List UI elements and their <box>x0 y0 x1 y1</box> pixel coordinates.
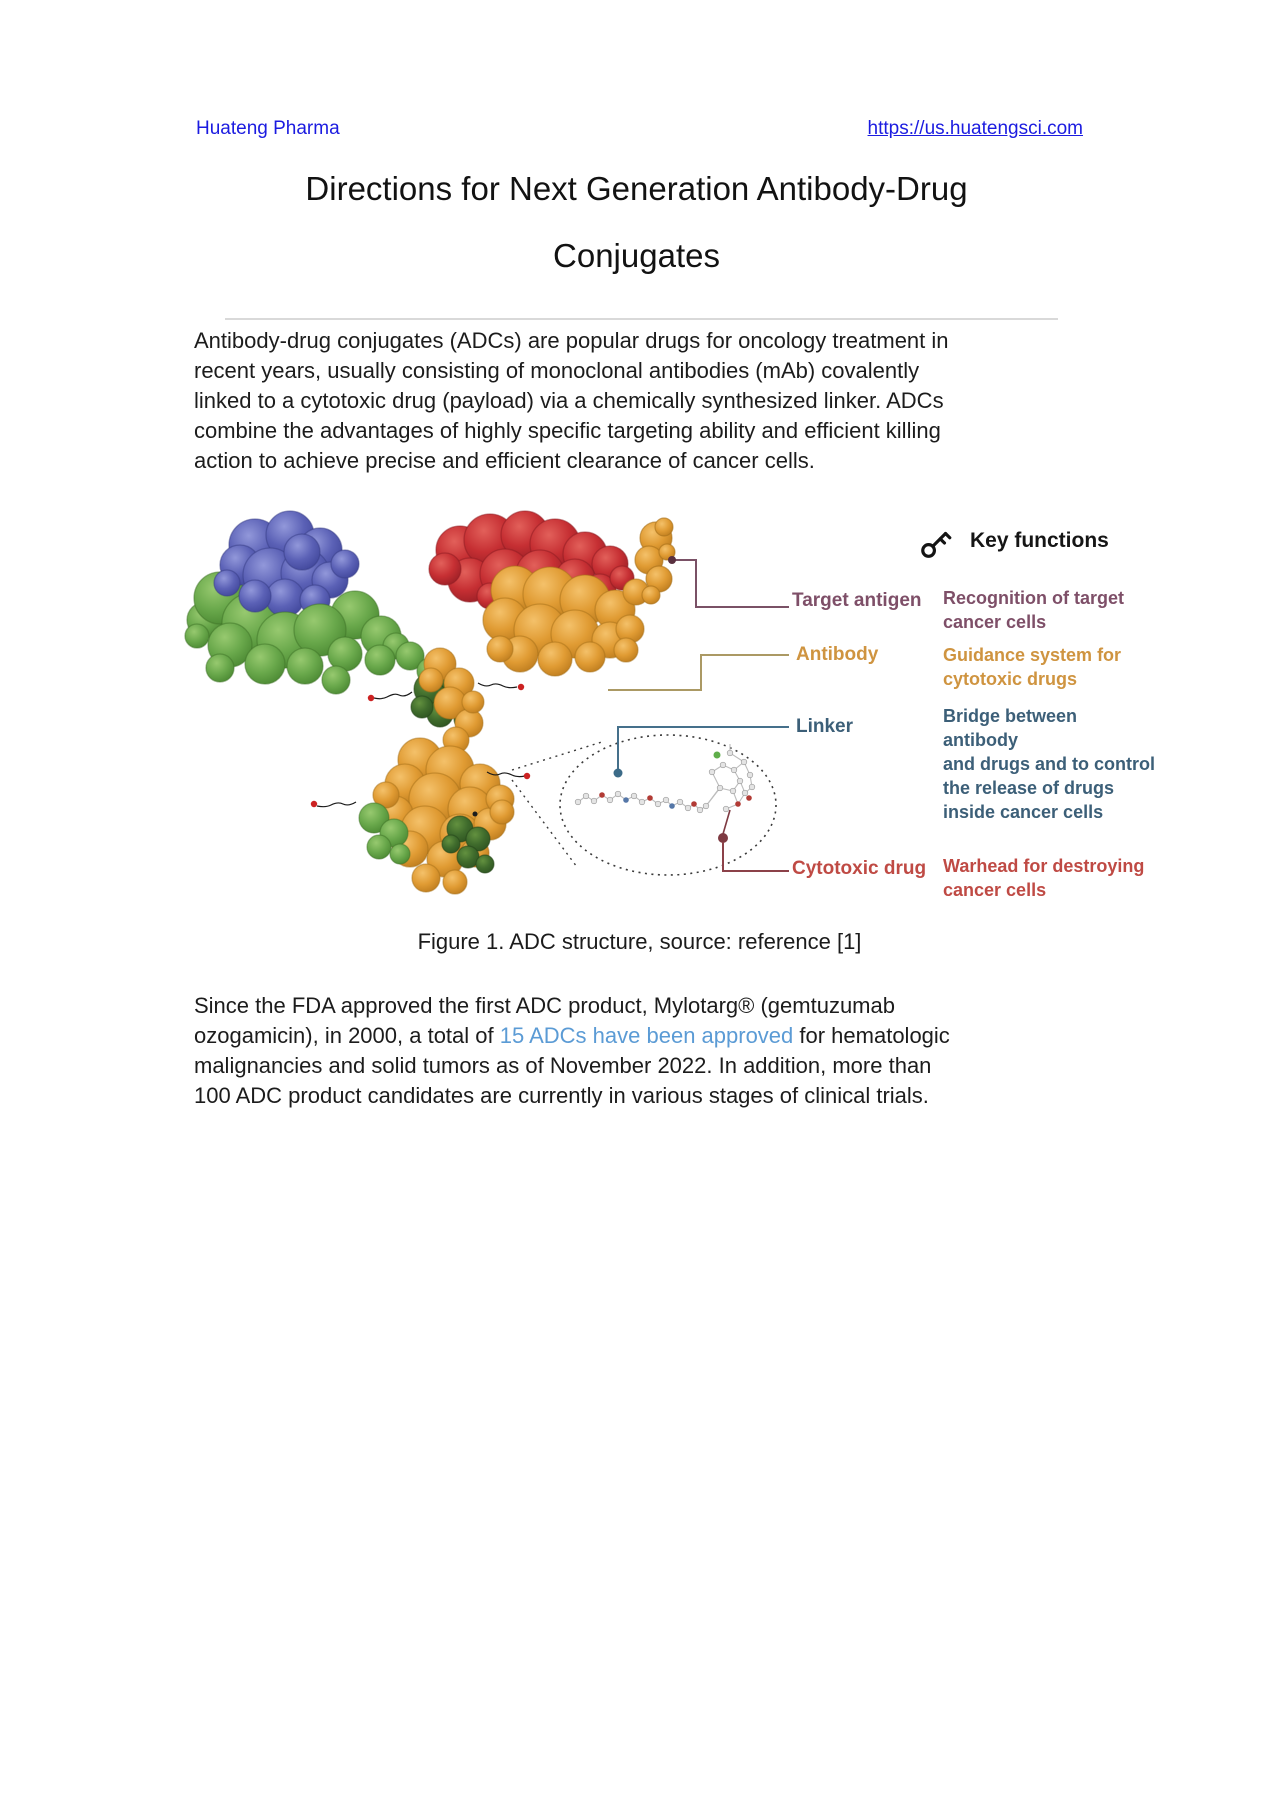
figure-caption: Figure 1. ADC structure, source: reference [1] <box>417 929 862 954</box>
adcs-approved-link[interactable]: 15 ADCs have been approved <box>499 1023 794 1048</box>
text-run: cancer cells <box>943 612 1047 632</box>
text-line <box>194 991 1094 1021</box>
title-divider <box>225 318 1058 320</box>
text-line <box>943 643 1155 667</box>
text-run: Warhead for destroying <box>943 856 1145 876</box>
text-run: Antibody-drug conjugates (ADCs) are popular drugs for oncology treatment in <box>194 328 949 353</box>
label-linker: Linker <box>796 716 854 737</box>
text-line <box>943 752 1155 776</box>
text-run: inside cancer cells <box>943 802 1104 822</box>
text-run: the release of drugs <box>943 778 1115 798</box>
function-warhead <box>943 854 1155 902</box>
page-title <box>90 155 1183 289</box>
page-header <box>196 118 1083 140</box>
text-line <box>943 800 1155 824</box>
adc-protein-illustration <box>185 511 675 894</box>
second-paragraph <box>194 991 1094 1111</box>
text-line <box>194 1081 1094 1111</box>
text-run: Guidance system for <box>943 645 1122 665</box>
text-run: Bridge between antibody <box>943 706 1078 750</box>
website-link[interactable]: https://us.huatengsci.com <box>867 118 1083 139</box>
function-bridge <box>943 704 1155 824</box>
text-run: for hematologic <box>793 1023 950 1048</box>
text-line <box>943 854 1155 878</box>
text-line <box>90 222 1183 289</box>
text-run: Conjugates <box>553 237 720 274</box>
text-run: Recognition of target <box>943 588 1124 608</box>
text-line <box>943 878 1155 902</box>
text-line <box>943 610 1155 634</box>
text-run: combine the advantages of highly specific targeting ability and efficient killing <box>194 418 941 443</box>
text-line <box>194 356 1094 386</box>
function-recognition <box>943 586 1155 634</box>
text-line <box>90 155 1183 222</box>
label-cytotoxic-drug: Cytotoxic drug <box>792 858 927 879</box>
text-line <box>943 586 1155 610</box>
text-run: malignancies and solid tumors as of November 2022. In addition, more than <box>194 1053 932 1078</box>
text-run: Since the FDA approved the first ADC product, Mylotarg® (gemtuzumab <box>194 993 895 1018</box>
text-line <box>194 386 1094 416</box>
function-guidance <box>943 643 1155 691</box>
key-icon <box>920 524 952 560</box>
key-functions-heading: Key functions <box>970 529 1109 552</box>
figure-adc-structure <box>160 440 1160 920</box>
linker-magnifier <box>512 735 776 875</box>
text-line <box>194 1021 1094 1051</box>
text-run: cytotoxic drugs <box>943 669 1078 689</box>
label-target-antigen: Target antigen <box>792 590 922 611</box>
text-line <box>194 1051 1094 1081</box>
text-run: Directions for Next Generation Antibody-Drug <box>305 170 968 207</box>
text-line <box>943 704 1155 752</box>
company-name: Huateng Pharma <box>196 118 340 139</box>
text-run: linked to a cytotoxic drug (payload) via a chemically synthesized linker. ADCs <box>194 388 944 413</box>
label-antibody: Antibody <box>796 644 879 665</box>
text-line <box>194 326 1094 356</box>
text-run: and drugs and to control <box>943 754 1155 774</box>
text-run: recent years, usually consisting of monoclonal antibodies (mAb) covalently <box>194 358 920 383</box>
text-run: cancer cells <box>943 880 1047 900</box>
text-line <box>943 776 1155 800</box>
text-run: ozogamicin), in 2000, a total of <box>194 1023 500 1048</box>
text-run: 100 ADC product candidates are currently in various stages of clinical trials. <box>194 1083 929 1108</box>
text-run: action to achieve precise and efficient clearance of cancer cells. <box>194 448 815 473</box>
text-line <box>943 667 1155 691</box>
